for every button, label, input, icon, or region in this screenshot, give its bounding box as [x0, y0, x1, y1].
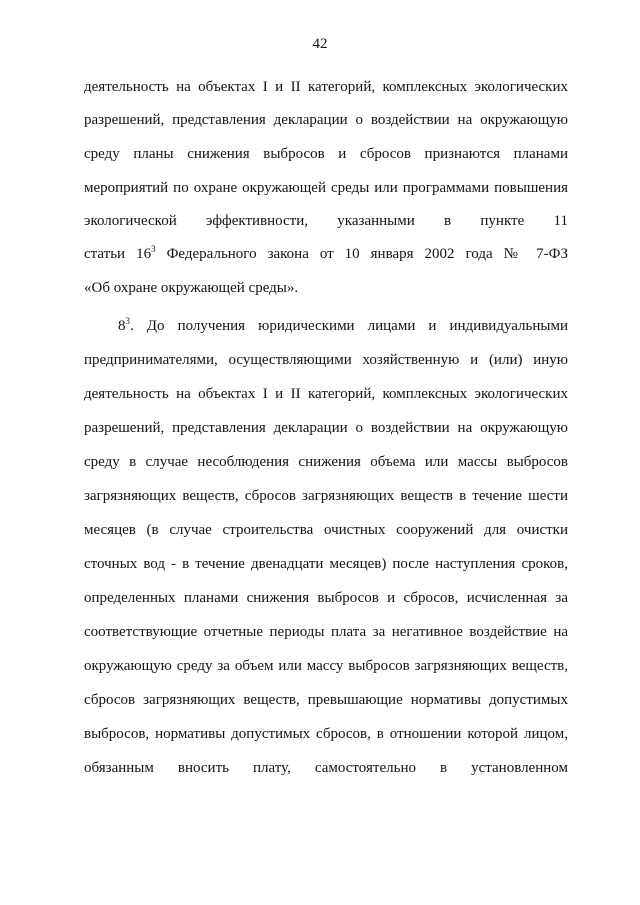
text-line: деятельность на объектах I и II категорий, комплексных экологических [84, 386, 568, 402]
text-line: мероприятий по охране окружающей среды или программами повышения [84, 180, 568, 196]
paragraph-number: $8^3$ [118, 316, 130, 334]
text-line: определенных планами снижения выбросов и сбросов, исчисленная за [84, 590, 568, 606]
text-line: обязанным вносить плату, самостоятельно в установленном [84, 760, 568, 776]
page-number: 42 [312, 36, 328, 52]
text-line: загрязняющих веществ, сбросов загрязняющих веществ в течение шести [84, 488, 568, 504]
text-line: окружающую среду за объем или массу выбросов загрязняющих веществ, [84, 658, 568, 674]
text-line: среду планы снижения выбросов и сбросов признаются планами [84, 146, 568, 162]
text-line: разрешений, представления декларации о воздействии на окружающую [84, 112, 568, 128]
text-line-rest: Федерального закона от 10 января 2002 года № 7-ФЗ [166, 246, 568, 262]
superscript: 3 [125, 316, 130, 326]
text-line: выбросов, нормативы допустимых сбросов, в отношении которой лицом, [84, 726, 568, 742]
paragraph-start: . До получения юридическими лицами и индивидуальными [130, 318, 568, 334]
text-line: экологической эффективности, указанными в пункте 11 [84, 213, 568, 229]
superscript: 3 [151, 244, 156, 254]
text-line: разрешений, представления декларации о воздействии на окружающую [84, 420, 568, 436]
text-line: сточных вод - в течение двенадцати месяцев) после наступления сроков, [84, 556, 568, 572]
text-line: среду в случае несоблюдения снижения объема или массы выбросов [84, 454, 568, 470]
text-line: деятельность на объектах I и II категорий, комплексных экологических [84, 79, 568, 95]
paragraph-first-line [118, 316, 568, 336]
text-line [84, 244, 568, 264]
text-line: предпринимателями, осуществляющими хозяйственную и (или) иную [84, 352, 568, 368]
article-ref: статьи 16 [84, 246, 152, 262]
text-line-start [84, 246, 156, 262]
text-line: сбросов загрязняющих веществ, превышающие нормативы допустимых [84, 692, 568, 708]
text-line: месяцев (в случае строительства очистных сооружений для очистки [84, 522, 568, 538]
text-line: «Об охране окружающей среды». [84, 280, 299, 296]
text-line: соответствующие отчетные периоды плата за негативное воздействие на [84, 624, 568, 640]
